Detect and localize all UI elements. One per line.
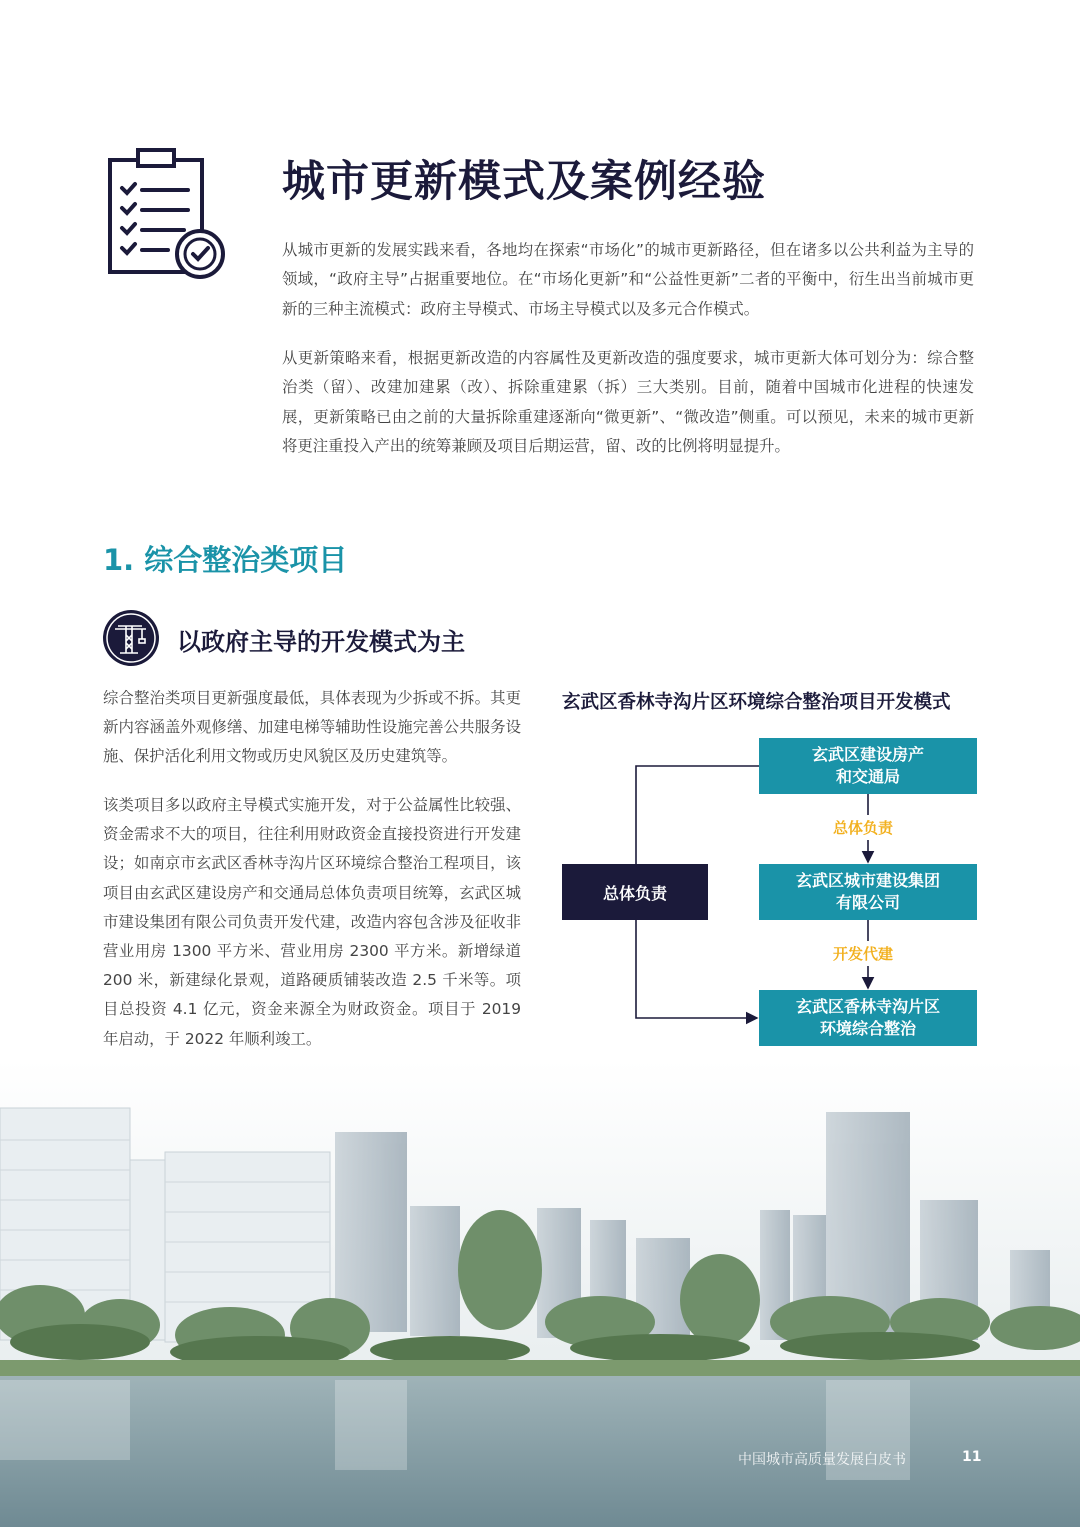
page-title: 城市更新模式及案例经验 (282, 157, 766, 207)
body-paragraph-1: 综合整治类项目更新强度最低，具体表现为少拆或不拆。其更新内容涵盖外观修缮、加建电梯等辅助性设施完善公共服务设施、保护活化利用文物或历史风貌区及历史建筑等。 (103, 689, 521, 766)
city-waterfront-image (0, 1060, 1080, 1527)
footer-publication-title: 中国城市高质量发展白皮书 (738, 1452, 906, 1468)
node-construction-bureau: 玄武区建设房产 和交通局 (759, 738, 977, 794)
edge-label-overall-responsibility: 总体负责 (833, 819, 894, 837)
page-number: 11 (962, 1449, 982, 1465)
node-project: 玄武区香林寺沟片区 环境综合整治 (759, 990, 977, 1046)
body-paragraph-2: 该类项目多以政府主导模式实施开发，对于公益属性比较强、资金需求不大的项目，往往利用财政资金直接投资进行开发建设；如南京市玄武区香林寺沟片区环境综合整治工程项目，该项目由玄武区建设房产和交通局总体负责项目统筹，玄武区城市建设集团有限公司负责开发代建，改造内容包含涉及征收非营业用房 1300 平方米、营业用房 2300 平方米。新增绿道 200 米，新建绿化景观，道路硬质铺装改造 2.5 千米等。项目总投资 4.1 亿元，资金来源全为财政资金。项目于 2019 年启动，于 2022 年顺利竣工。 (103, 796, 521, 1048)
clipboard-checklist-icon (104, 146, 228, 280)
intro-paragraph-2: 从更新策略来看，根据更新改造的内容属性及更新改造的强度要求，城市更新大体可划分为：综合整治类（留）、改建加建累（改）、拆除重建累（拆）三大类别。目前，随着中国城市化进程的快速发展，更新策略已由之前的大量拆除重建逐渐向“微更新”、“微改造”侧重。可以预见，未来的城市更新将更注重投入产出的统筹兼顾及项目后期运营，留、改的比例将明显提升。 (282, 349, 974, 455)
subsection-title: 以政府主导的开发模式为主 (177, 628, 465, 656)
diagram-title: 玄武区香林寺沟片区环境综合整治项目开发模式 (562, 692, 951, 713)
intro-paragraph-1: 从城市更新的发展实践来看，各地均在探索“市场化”的城市更新路径，但在诸多以公共利益为主导的领域，“政府主导”占据重要地位。在“市场化更新”和“公益性更新”二者的平衡中，衍生出当前城市更新的三种主流模式：政府主导模式、市场主导模式以及多元合作模式。 (282, 241, 974, 318)
node-overall-responsibility: 总体负责 (562, 864, 708, 920)
section-title: 1. 综合整治类项目 (103, 543, 348, 577)
edge-label-development-agent: 开发代建 (833, 945, 894, 963)
crane-icon (102, 609, 160, 667)
node-construction-group: 玄武区城市建设集团 有限公司 (759, 864, 977, 920)
